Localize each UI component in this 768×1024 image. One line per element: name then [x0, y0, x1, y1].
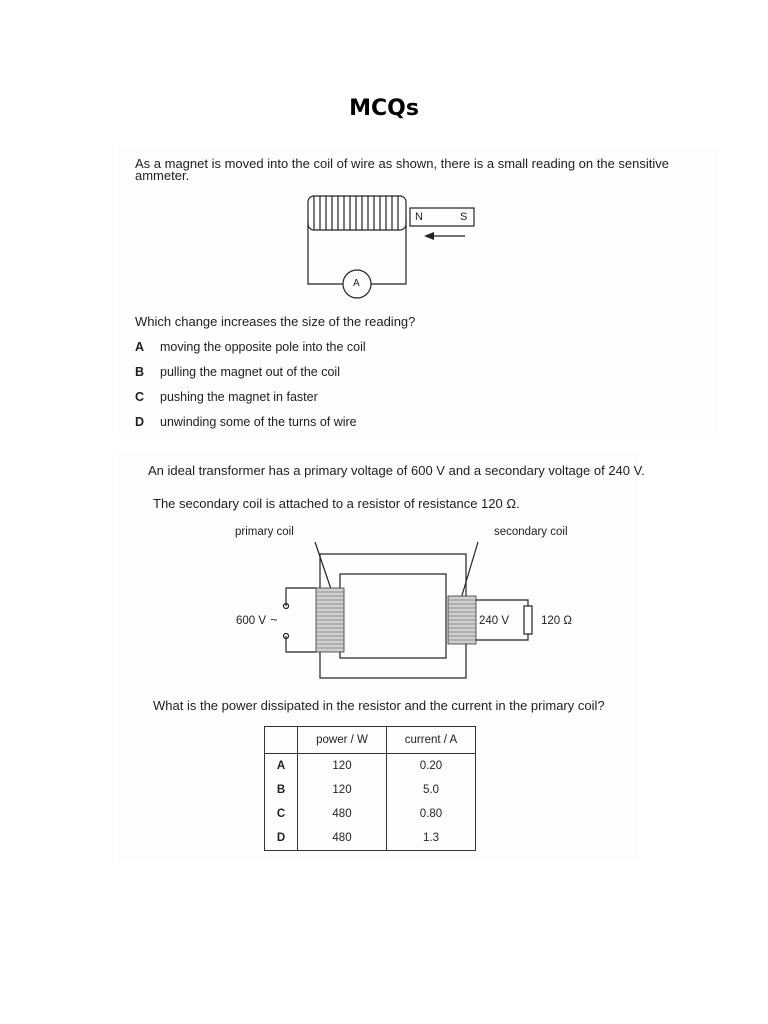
table-cell: 0.20: [387, 754, 476, 779]
table-row: [265, 802, 476, 826]
table-header: [265, 727, 298, 754]
table-cell: A: [265, 754, 298, 779]
answer-table: [264, 726, 476, 851]
q1-option-c-text: pushing the magnet in faster: [160, 390, 318, 404]
resistor: [524, 606, 532, 634]
table-row: [265, 754, 476, 779]
circuit-wire: [308, 222, 406, 284]
q1-option-c-letter: C: [135, 390, 145, 404]
primary-coil-label: primary coil: [235, 526, 294, 538]
ac-source-icon: ~: [270, 612, 278, 627]
coil: [308, 196, 406, 230]
table-header: current / A: [387, 727, 476, 754]
q1-stem-line-1: As a magnet is moved into the coil of wire as shown, there is a small reading on the sensitive: [135, 156, 669, 171]
q1-option-b-letter: B: [135, 365, 145, 379]
secondary-pointer: [460, 542, 478, 602]
table-cell: 480: [298, 826, 387, 851]
table-cell: 120: [298, 754, 387, 779]
q1-option-d-letter: D: [135, 415, 145, 429]
q1-question: Which change increases the size of the reading?: [135, 314, 416, 329]
q1-option-a-letter: A: [135, 340, 145, 354]
table-cell: 0.80: [387, 802, 476, 826]
table-cell: C: [265, 802, 298, 826]
magnet-south-label: S: [460, 211, 468, 223]
q1-option-d-text: unwinding some of the turns of wire: [160, 415, 357, 429]
table-row: [265, 826, 476, 851]
primary-voltage-label: 600 V: [236, 615, 267, 627]
q2-question: What is the power dissipated in the resistor and the current in the primary coil?: [153, 698, 605, 713]
coil-magnet-diagram: [300, 192, 480, 302]
q1-option-a-text: moving the opposite pole into the coil: [160, 340, 366, 354]
table-cell: 5.0: [387, 778, 476, 802]
q1-option-b-text: pulling the magnet out of the coil: [160, 365, 340, 379]
table-cell: 480: [298, 802, 387, 826]
table-header-row: [265, 727, 476, 754]
table-cell: B: [265, 778, 298, 802]
table-row: [265, 778, 476, 802]
arrow-head-icon: [424, 232, 434, 240]
coil-turns: [314, 196, 398, 230]
q2-stem-line-1: An ideal transformer has a primary voltage of 600 V and a secondary voltage of 240 V.: [148, 463, 645, 478]
primary-pointer: [315, 542, 332, 592]
ammeter-label: A: [353, 278, 360, 289]
transformer-core-inner: [340, 574, 446, 658]
q1-stem-line-2: ammeter.: [135, 168, 190, 183]
secondary-voltage-label: 240 V: [479, 615, 510, 627]
magnet-north-label: N: [415, 211, 423, 223]
table-cell: 1.3: [387, 826, 476, 851]
page-title: MCQs: [349, 96, 419, 121]
table-cell: 120: [298, 778, 387, 802]
primary-wire: [286, 588, 316, 652]
table-header: power / W: [298, 727, 387, 754]
resistor-label: 120 Ω: [541, 615, 572, 627]
transformer-diagram: [270, 540, 570, 690]
q2-stem-line-2: The secondary coil is attached to a resistor of resistance 120 Ω.: [153, 496, 520, 511]
table-cell: D: [265, 826, 298, 851]
secondary-coil-label: secondary coil: [494, 526, 568, 538]
